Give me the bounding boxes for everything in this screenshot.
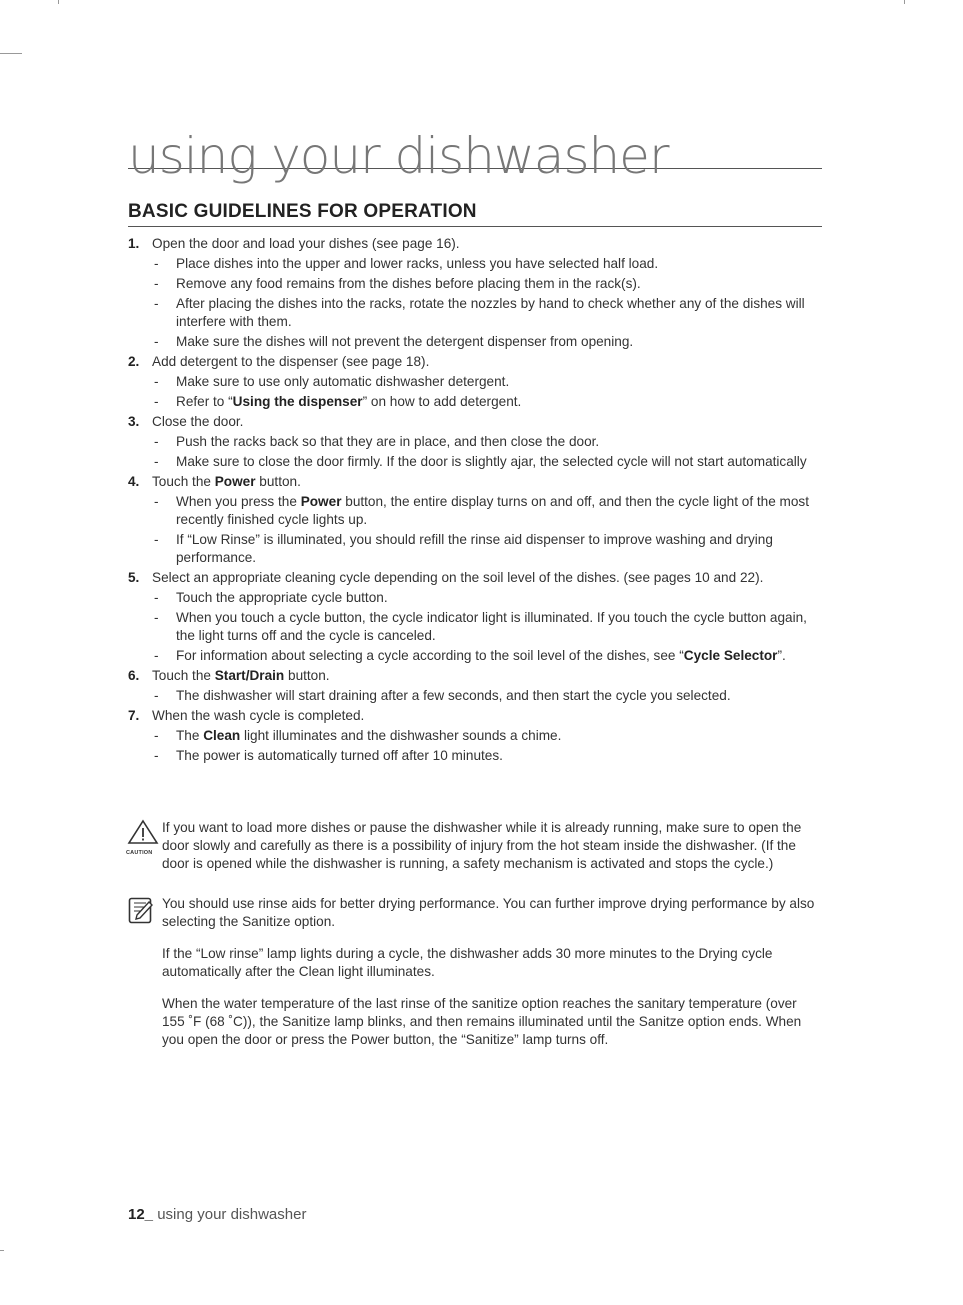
bullet-text-after: ”.: [777, 648, 786, 663]
bullet-text: The power is automatically turned off after 10 minutes.: [176, 748, 503, 763]
step-number: 7.: [128, 708, 140, 723]
notes-area: [128, 819, 822, 1049]
step-text-after: button.: [284, 668, 330, 683]
step-text-before: Touch the: [152, 474, 215, 489]
caution-label: CAUTION: [126, 850, 153, 856]
step-4-bullet: [128, 531, 822, 567]
note-paragraph-1: You should use rinse aids for better drying performance. You can further improve drying performance by also selecting the Sanitize option.: [162, 896, 815, 929]
bullet-text: Place dishes into the upper and lower racks, unless you have selected half load.: [176, 256, 659, 271]
step-number: 3.: [128, 414, 140, 429]
chapter-header: [128, 118, 822, 185]
bullet-text-bold: Power: [300, 494, 342, 509]
step-5-bullet: [128, 589, 822, 607]
bullet-text: Make sure the dishes will not prevent the detergent dispenser from opening.: [176, 334, 634, 349]
bullet-text-before: The: [176, 728, 204, 743]
step-3-bullet: [128, 453, 822, 471]
bullet-text-after: button, the entire display turns on and off, and then the cycle light of the most recently finished cycle lights up.: [176, 494, 810, 527]
step-text: Close the door.: [152, 414, 244, 429]
bullet-text: The dishwasher will start draining after a few seconds, and then start the cycle you selected.: [176, 688, 731, 703]
step-1-bullet: [128, 255, 822, 273]
step-2: [128, 353, 822, 371]
bullet-dash: -: [154, 276, 159, 291]
step-5-bullet: [128, 647, 822, 665]
note-paragraph-3: When the water temperature of the last rinse of the sanitize option reaches the sanitary temperature (over 155 ˚F (68 ˚C)), the Sanitize lamp blinks, and then remains illuminated until the Sanitze option ends. When you open the door or press the Power button, the “Sanitize” lamp turns off.: [162, 996, 802, 1047]
chapter-title: using your dishwasher: [128, 127, 669, 185]
crop-mark-top-left: [0, 53, 22, 54]
caution-text: If you want to load more dishes or pause the dishwasher while it is already running, make sure to open the door slowly and carefully as there is a possibility of injury from the hot steam inside the dishwasher. (If the door is opened while the dishwasher is running, a safety mechanism is activated and stops the cycle.): [162, 820, 802, 871]
step-7-bullet: [128, 727, 822, 745]
step-text: Add detergent to the dispenser (see page 18).: [152, 354, 430, 369]
footer-label: using your dishwasher: [153, 1206, 307, 1223]
step-number: 2.: [128, 354, 140, 369]
step-1-bullet: [128, 333, 822, 351]
step-text-after: button.: [255, 474, 301, 489]
bullet-dash: -: [154, 610, 159, 625]
bullet-dash: -: [154, 590, 159, 605]
page-footer: [128, 1206, 306, 1223]
info-note: [128, 895, 822, 1049]
step-text: When the wash cycle is completed.: [152, 708, 365, 723]
crop-mark-top-tick: [58, 0, 59, 4]
step-5: [128, 569, 822, 587]
bullet-text: When you touch a cycle button, the cycle indicator light is illuminated. If you touch the cycle button again, the light turns off and the cycle is canceled.: [176, 610, 807, 643]
bullet-dash: -: [154, 334, 159, 349]
step-number: 1.: [128, 236, 140, 251]
step-6: [128, 667, 822, 685]
bullet-text-before: Refer to “: [176, 394, 233, 409]
note-paragraph-2: If the “Low rinse” lamp lights during a cycle, the dishwasher adds 30 more minutes to the Drying cycle automatically after the Clean light illuminates.: [162, 946, 773, 979]
step-3-bullet: [128, 433, 822, 451]
step-text-before: Touch the: [152, 668, 215, 683]
bullet-dash: -: [154, 256, 159, 271]
step-1: [128, 235, 822, 253]
bullet-text-after: light illuminates and the dishwasher sounds a chime.: [240, 728, 562, 743]
step-text-bold: Power: [214, 474, 256, 489]
bullet-text: Push the racks back so that they are in place, and then close the door.: [176, 434, 600, 449]
step-4-bullet: [128, 493, 822, 529]
note-pencil-icon: [128, 897, 154, 925]
bullet-dash: -: [154, 728, 159, 743]
bullet-dash: -: [154, 494, 159, 509]
bullet-dash: -: [154, 394, 159, 409]
step-1-bullet: [128, 295, 822, 331]
bullet-dash: -: [154, 296, 159, 311]
step-5-bullet: [128, 609, 822, 645]
step-7: [128, 707, 822, 725]
step-number: 5.: [128, 570, 140, 585]
step-2-bullet: [128, 393, 822, 411]
crop-mark-top-right-tick: [904, 0, 905, 4]
step-3: [128, 413, 822, 431]
bullet-text: Touch the appropriate cycle button.: [176, 590, 388, 605]
bullet-dash: -: [154, 434, 159, 449]
bullet-dash: -: [154, 374, 159, 389]
step-text: Select an appropriate cleaning cycle depending on the soil level of the dishes. (see pages 10 and 22).: [152, 570, 764, 585]
bullet-text: After placing the dishes into the racks, rotate the nozzles by hand to check whether any of the dishes will interfere with them.: [176, 296, 805, 329]
bullet-text-bold: Clean: [203, 728, 241, 743]
bullet-dash: -: [154, 648, 159, 663]
step-1-bullet: [128, 275, 822, 293]
bullet-dash: -: [154, 688, 159, 703]
page-number: 12_: [128, 1206, 154, 1223]
bullet-dash: -: [154, 454, 159, 469]
step-text-bold: Start/Drain: [214, 668, 285, 683]
step-number: 6.: [128, 668, 140, 683]
step-number: 4.: [128, 474, 140, 489]
caution-note: [128, 819, 822, 873]
bullet-dash: -: [154, 748, 159, 763]
section-title: BASIC GUIDELINES FOR OPERATION: [128, 201, 477, 222]
step-text: Open the door and load your dishes (see page 16).: [152, 236, 460, 251]
bullet-text-bold: Using the dispenser: [232, 394, 363, 409]
section-header: [128, 201, 822, 227]
bullet-text-after: ” on how to add detergent.: [362, 394, 522, 409]
steps-list: [128, 233, 822, 765]
bullet-text-before: For information about selecting a cycle according to the soil level of the dishes, see “: [176, 648, 684, 663]
bullet-text: If “Low Rinse” is illuminated, you should refill the rinse aid dispenser to improve washing and drying performance.: [176, 532, 773, 565]
bullet-text: Remove any food remains from the dishes before placing them in the rack(s).: [176, 276, 641, 291]
step-7-bullet: [128, 747, 822, 765]
bullet-text: Make sure to close the door firmly. If the door is slightly ajar, the selected cycle will not start automatically: [176, 454, 807, 469]
crop-mark-bottom-left: [0, 1250, 4, 1251]
step-2-bullet: [128, 373, 822, 391]
bullet-text-bold: Cycle Selector: [683, 648, 778, 663]
step-6-bullet: [128, 687, 822, 705]
bullet-text-before: When you press the: [176, 494, 301, 509]
bullet-dash: -: [154, 532, 159, 547]
step-4: [128, 473, 822, 491]
bullet-text: Make sure to use only automatic dishwasher detergent.: [176, 374, 510, 389]
